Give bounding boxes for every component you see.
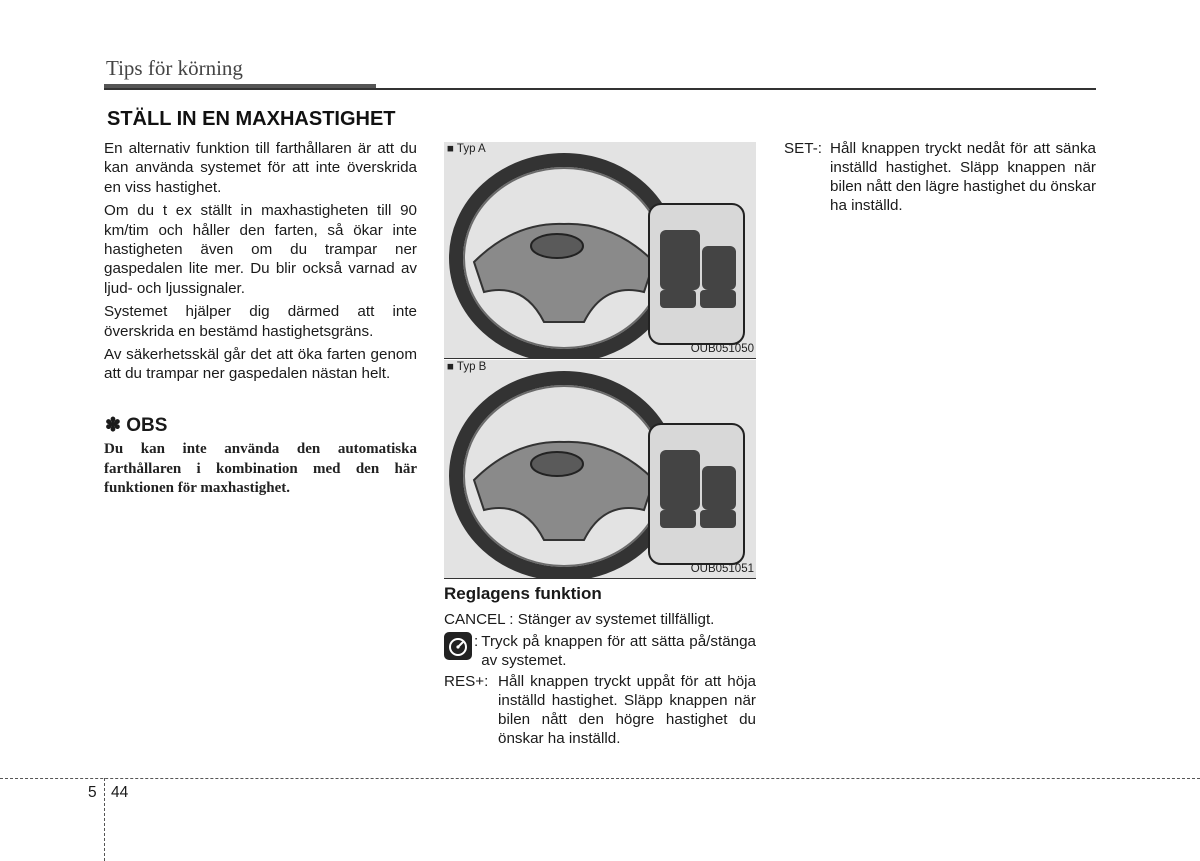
steering-wheel-illustration (444, 142, 756, 358)
page-number: 44 (111, 784, 129, 801)
cruise-icon-item (444, 632, 756, 670)
icon-colon: : (474, 633, 479, 650)
set-label: SET-: (784, 140, 822, 157)
section-heading: STÄLL IN EN MAXHASTIGHET (107, 108, 396, 130)
steering-wheel-illustration (444, 360, 756, 578)
set-item (784, 139, 1096, 215)
controls-heading: Reglagens funktion (444, 584, 602, 603)
cruise-control-icon (444, 632, 472, 660)
paragraph: Av säkerhetsskäl går det att öka farten genom att du trampar ner gaspedalen nästan helt. (104, 346, 417, 383)
header-title: Tips för körning (106, 56, 243, 80)
figure-type-a (444, 142, 756, 359)
figure-label: ■ Typ B (447, 361, 487, 373)
figure-label: ■ Typ A (447, 143, 486, 155)
icon-description: Tryck på knappen för att sätta på/stänga av systemet. (481, 633, 756, 669)
header-rule (104, 88, 1096, 90)
paragraph: En alternativ funktion till farthållaren är att du kan använda systemet för att inte överskrida en viss hastighet. (104, 140, 417, 196)
obs-heading: ✽ OBS (105, 415, 168, 436)
cancel-text: CANCEL : Stänger av systemet tillfälligt. (444, 611, 715, 628)
figure-type-b (444, 360, 756, 579)
res-item (444, 672, 756, 748)
left-column-text (104, 139, 417, 388)
chapter-number: 5 (88, 784, 97, 801)
res-description: Håll knappen tryckt uppåt för att höja inställd hastighet. Släpp knappen när bilen nått den högre hastighet du önskar ha inställd. (498, 673, 756, 747)
set-description: Håll knappen tryckt nedåt för att sänka inställd hastighet. Släpp knappen när bilen nått den lägre hastighet du önskar ha inställd. (830, 140, 1096, 214)
figure-code: OUB051051 (690, 563, 754, 575)
res-label: RES+: (444, 673, 489, 690)
paragraph: Systemet hjälper dig därmed att inte överskrida en bestämd hastighetsgräns. (104, 303, 417, 340)
footer-rule (0, 778, 1200, 779)
paragraph: Om du t ex ställt in maxhastigheten till 90 km/tim och håller den farten, så ökar inte hastigheten även om du trampar ner gaspedalen lite mer. Du blir också varnad av ljud- och ljussignaler. (104, 202, 417, 297)
obs-text: Du kan inte använda den automatiska farthållaren i kombination med den här funktionen för maxhastighet. (104, 441, 417, 496)
footer-divider (104, 778, 105, 861)
figure-code: OUB051050 (690, 343, 754, 355)
